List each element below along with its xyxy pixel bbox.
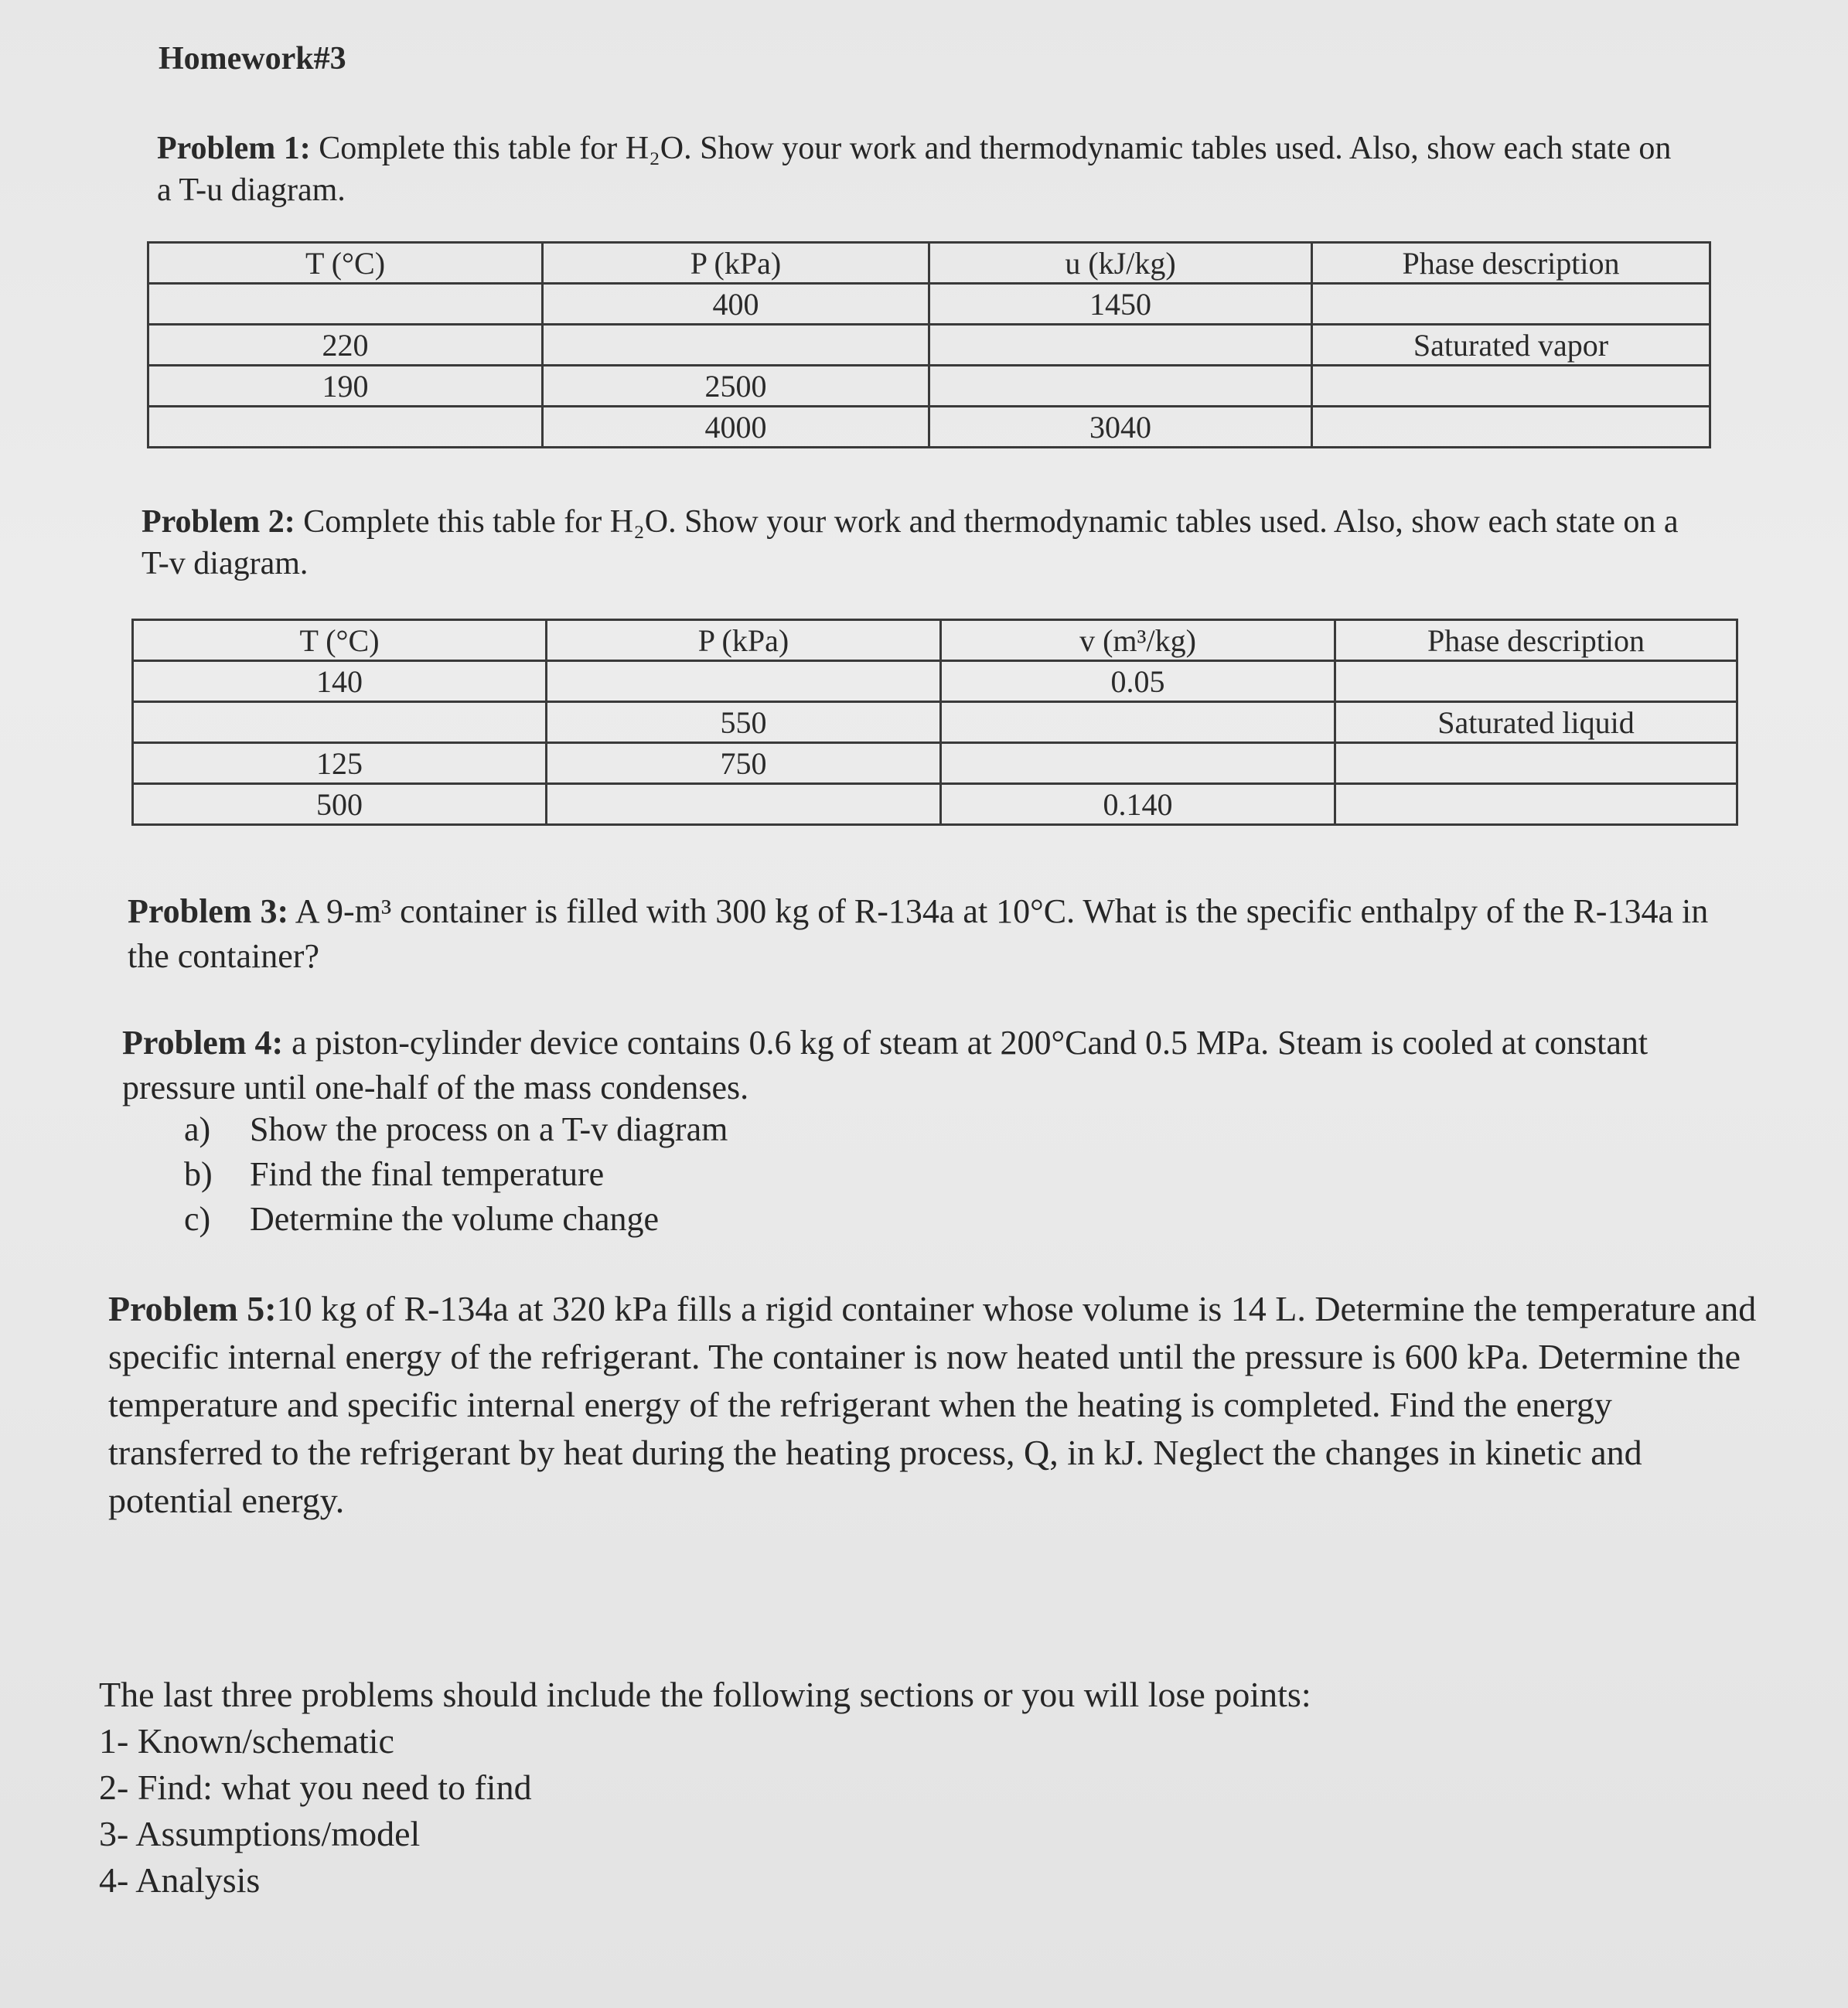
table-cell	[547, 784, 941, 825]
header-cell: P (kPa)	[543, 243, 929, 284]
table-cell: 1450	[929, 284, 1312, 325]
table-row	[133, 702, 1737, 743]
header-cell: T (°C)	[133, 620, 547, 661]
table-cell	[1312, 284, 1710, 325]
list-item	[184, 1107, 728, 1152]
table-cell	[148, 284, 543, 325]
table-cell: 750	[547, 743, 941, 784]
table-cell	[941, 702, 1335, 743]
table-row	[148, 325, 1710, 366]
list-item-text: Show the process on a T-v diagram	[250, 1110, 728, 1148]
table-cell	[547, 661, 941, 702]
requirement-item: 2- Find: what you need to find	[99, 1768, 532, 1807]
list-marker: b)	[184, 1155, 213, 1193]
table-row	[133, 661, 1737, 702]
table-cell	[1312, 407, 1710, 448]
problem-1-table	[147, 241, 1711, 448]
table-cell: 190	[148, 366, 543, 407]
list-item	[184, 1197, 728, 1242]
requirement-item: 3- Assumptions/model	[99, 1814, 421, 1853]
problem-1-label: Problem 1:	[157, 131, 311, 166]
list-marker: a)	[184, 1110, 211, 1148]
table-row	[148, 407, 1710, 448]
problem-4-label: Problem 4:	[122, 1024, 284, 1062]
table-cell: 220	[148, 325, 543, 366]
table-cell: 0.05	[941, 661, 1335, 702]
table-cell	[148, 407, 543, 448]
table-cell: 0.140	[941, 784, 1335, 825]
table-cell	[1312, 366, 1710, 407]
header-cell: P (kPa)	[547, 620, 941, 661]
table-cell: 2500	[543, 366, 929, 407]
table-cell: 4000	[543, 407, 929, 448]
table-cell: 140	[133, 661, 547, 702]
problem-5-label: Problem 5:	[108, 1289, 277, 1328]
problem-4-subparts	[184, 1107, 728, 1242]
header-cell: Phase description	[1335, 620, 1737, 661]
table-row	[133, 743, 1737, 784]
problem-4-text	[122, 1021, 1738, 1110]
problem-2-table	[131, 619, 1738, 826]
table-cell	[1335, 661, 1737, 702]
table-row	[148, 284, 1710, 325]
header-cell: v (m³/kg)	[941, 620, 1335, 661]
list-marker: c)	[184, 1200, 211, 1238]
table-row	[133, 784, 1737, 825]
table-cell	[1335, 743, 1737, 784]
problem-5-body: 10 kg of R-134a at 320 kPa fills a rigid container whose volume is 14 L. Determine the temperature and specific internal energy of the refrigerant. The container is now heated until the pressure is 600 kPa. Determine the temperature and specific internal energy of the refrigerant when the heating is completed. Find the energy transferred to the refrigerant by heat during the heating process, Q, in kJ. Neglect the changes in kinetic and potential energy.	[108, 1289, 1757, 1520]
table-cell	[133, 702, 547, 743]
header-cell: Phase description	[1312, 243, 1710, 284]
table-cell: 550	[547, 702, 941, 743]
table-cell	[941, 743, 1335, 784]
list-item	[184, 1152, 728, 1197]
list-item-text: Determine the volume change	[250, 1200, 660, 1238]
problem-2-text	[141, 501, 1680, 585]
problem-3-text	[128, 889, 1751, 979]
table-row	[148, 366, 1710, 407]
problem-4-body: a piston-cylinder device contains 0.6 kg of steam at 200°Cand 0.5 MPa. Steam is cooled at constant pressure until one-half of the mass condenses.	[122, 1024, 1649, 1106]
problem-2-label: Problem 2:	[141, 504, 295, 540]
table-cell: Saturated vapor	[1312, 325, 1710, 366]
requirements-block	[99, 1672, 1311, 1904]
problem-5-text	[108, 1285, 1771, 1525]
header-cell: u (kJ/kg)	[929, 243, 1312, 284]
problem-1-text	[157, 128, 1672, 211]
problem-3-label: Problem 3:	[128, 892, 289, 930]
problem-1-body: Complete this table for H₂O. Show your work and thermodynamic tables used. Also, show each state on a T-u diagram.	[157, 131, 1672, 208]
table-header-row	[133, 620, 1737, 661]
table-cell	[1335, 784, 1737, 825]
problem-3-body: A 9-m³ container is filled with 300 kg of R-134a at 10°C. What is the specific enthalpy of the R-134a in the container?	[128, 892, 1709, 975]
table-cell: 400	[543, 284, 929, 325]
requirements-intro: The last three problems should include the following sections or you will lose points:	[99, 1675, 1311, 1714]
table-cell: Saturated liquid	[1335, 702, 1737, 743]
table-cell: 125	[133, 743, 547, 784]
table-cell: 500	[133, 784, 547, 825]
table-cell: 3040	[929, 407, 1312, 448]
page-title: Homework#3	[159, 41, 346, 77]
table-cell	[543, 325, 929, 366]
header-cell: T (°C)	[148, 243, 543, 284]
requirement-item: 1- Known/schematic	[99, 1721, 394, 1761]
requirement-item: 4- Analysis	[99, 1860, 261, 1900]
problem-2-body: Complete this table for H₂O. Show your work and thermodynamic tables used. Also, show each state on a T-v diagram.	[141, 504, 1679, 581]
list-item-text: Find the final temperature	[250, 1155, 605, 1193]
table-header-row	[148, 243, 1710, 284]
table-cell	[929, 325, 1312, 366]
table-cell	[929, 366, 1312, 407]
